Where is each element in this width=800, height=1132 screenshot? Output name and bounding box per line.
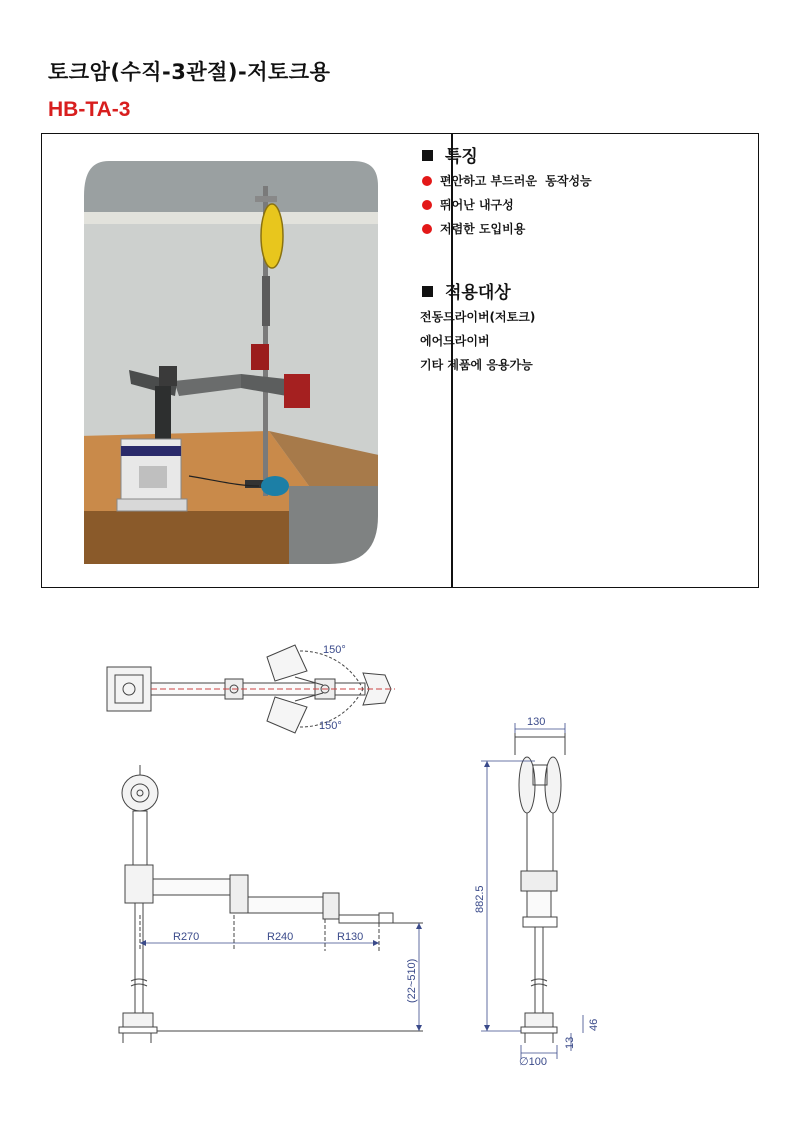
- feature-item: 편안하고 부드러운 동작성능: [422, 172, 592, 189]
- square-bullet-icon: [422, 150, 433, 161]
- page-title: 토크암(수직-3관절)-저토크용: [48, 60, 331, 84]
- product-info-table: [41, 133, 759, 588]
- feature-item: 저렴한 도입비용: [422, 220, 525, 237]
- red-dot-icon: [422, 200, 432, 210]
- application-item: 기타 제품에 응용가능: [420, 358, 533, 372]
- red-dot-icon: [422, 224, 432, 234]
- technical-drawing: [95, 615, 615, 1075]
- model-number: HB-TA-3: [48, 98, 131, 121]
- dim-13: 13: [564, 1036, 576, 1049]
- dim-width: 130: [527, 716, 546, 728]
- square-bullet-icon: [422, 286, 433, 297]
- applications-heading: 적용대상: [422, 278, 511, 303]
- dim-base: ∅100: [519, 1056, 547, 1068]
- dim-r130: R130: [337, 931, 364, 943]
- red-dot-icon: [422, 176, 432, 186]
- angle-top-label: 150°: [323, 644, 346, 656]
- dim-stroke: (22~510): [406, 958, 418, 1003]
- dim-height: 882.5: [474, 885, 486, 913]
- dim-r240: R240: [267, 931, 294, 943]
- angle-bottom-label: 150°: [319, 720, 342, 732]
- features-heading: 특징: [422, 142, 478, 167]
- application-item: 에어드라이버: [420, 334, 490, 348]
- dim-46: 46: [588, 1018, 600, 1031]
- product-photo: [79, 156, 383, 569]
- feature-item: 뛰어난 내구성: [422, 196, 514, 213]
- application-item: 전동드라이버(저토크): [420, 310, 536, 324]
- dim-r270: R270: [173, 931, 200, 943]
